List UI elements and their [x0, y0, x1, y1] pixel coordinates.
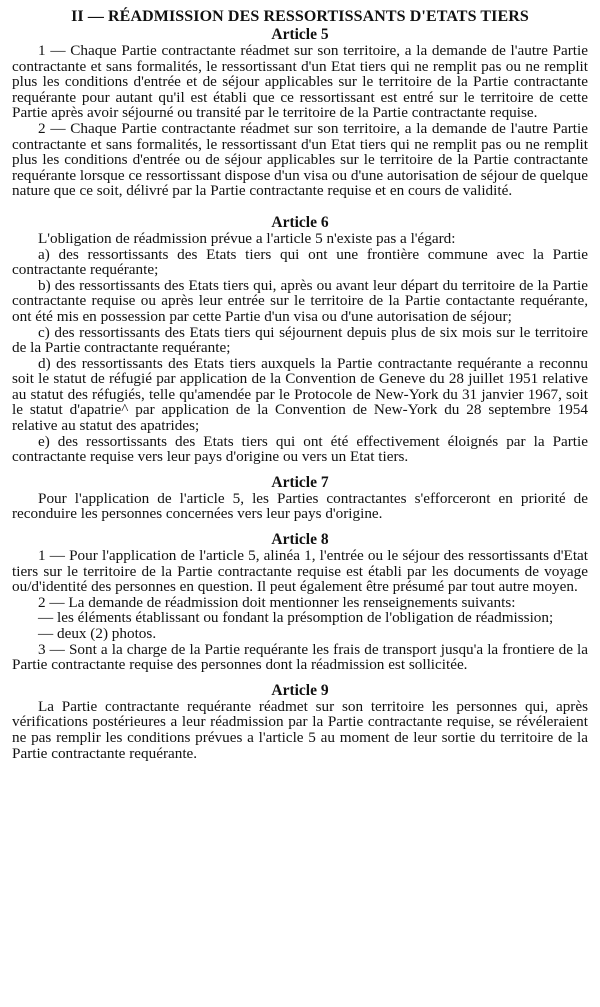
article-8-paragraph-1: 1 — Pour l'application de l'article 5, alinéa 1, l'entrée ou le séjour des ressortissants d'Etat tiers sur le territoire de la Partie contractante requise est établi par les documents de voyage ou/d'identité des personnes en question. Il peut également être présumé par tout autre moyen. [12, 547, 588, 596]
article-8-list-item-2: — deux (2) photos. [38, 625, 157, 642]
article-7 [12, 474, 588, 522]
article-6-item-e: e) des ressortissants des Etats tiers qui ont été effectivement éloignés par la Partie contractante requise vers leur pays d'origine ou vers un Etat tiers. [12, 432, 588, 466]
article-5-paragraph-1: 1 — Chaque Partie contractante réadmet sur son territoire, a la demande de l'autre Partie contractante et sans formalités, le ressortissant d'un Etat tiers qui ne remplit pas ou ne remplit plus les conditions d'entrée et de séjour applicables sur le territoire de la Partie contractante requérante pour autant qu'il est établi que ce ressortissant est entré sur le territoire de cette Partie après avoir séjourné ou transité par le territoire de la Partie contractante requise. [12, 42, 588, 122]
article-6-item-c: c) des ressortissants des Etats tiers qui séjournent depuis plus de six mois sur le territoire de la Partie contractante requérante; [12, 323, 588, 357]
section-title: II — RÉADMISSION DES RESSORTISSANTS D'ETATS TIERS [71, 8, 529, 25]
article-7-paragraph-1: Pour l'application de l'article 5, les Parties contractantes s'efforceront en priorité de reconduire les personnes concernées vers leur pays d'origine. [12, 489, 588, 523]
article-6-item-d: d) des ressortissants des Etats tiers auxquels la Partie contractante requérante a reconnu soit le statut de réfugié par application de la Convention de Geneve du 28 juillet 1951 relative au statut des réfugiés, telle qu'amendée par le Protocole de New-York du 31 janvier 1967, soit le statut d'apatrie^ par application de la Convention de New-York du 28 septembre 1954 relative au statut des apatrides; [12, 354, 588, 435]
article-5-paragraph-2: 2 — Chaque Partie contractante réadmet sur son territoire, a la demande de l'autre Partie contractante et sans formalités, le ressortissant d'un Etat tiers qui ne remplit pas ou ne remplit plus les conditions d'entrée ou de séjour applicables sur le territoire de la Partie contractante requérante lorsque ce ressortissant dispose d'un visa ou d'une autorisation de séjour de quelque nature que ce soit, délivré par la Partie contractante requise et en cours de validité. [12, 119, 588, 200]
article-6-intro: L'obligation de réadmission prévue a l'article 5 n'existe pas a l'égard: [38, 229, 456, 247]
article-6-heading: Article 6 [271, 213, 329, 231]
article-8-paragraph-2: 2 — La demande de réadmission doit mentionner les renseignements suivants: [38, 593, 516, 611]
article-5 [12, 26, 588, 199]
article-9 [12, 682, 588, 761]
article-5-heading: Article 5 [271, 26, 329, 43]
article-7-heading: Article 7 [271, 473, 329, 491]
article-9-paragraph-1: La Partie contractante requérante réadmet sur son territoire les personnes qui, après vérifications postérieures a leur réadmission par la Partie contractante requise, se révéleraient ne pas remplir les conditions prévues a l'article 5 au moment de leur sortie du territoire de la Partie contractante requérante. [12, 697, 588, 762]
article-6-item-b: b) des ressortissants des Etats tiers qui, après ou avant leur départ du territoire de la Partie contractante requise ou après leur entrée sur le territoire de la Partie contactante requérante, ont été mis en possession par cette Partie d'un visa ou d'une autorisation de séjour; [12, 276, 588, 325]
article-8-heading: Article 8 [271, 531, 329, 549]
article-8 [12, 531, 588, 673]
article-9-heading: Article 9 [271, 681, 329, 699]
article-6 [12, 214, 588, 465]
article-6-item-a: a) des ressortissants des Etats tiers qui ont une frontière commune avec la Partie contractante requérante; [12, 245, 588, 279]
article-8-list-item-1: — les éléments établissant ou fondant la présomption de l'obligation de réadmission; [38, 609, 554, 627]
article-8-paragraph-3: 3 — Sont a la charge de la Partie requérante les frais de transport jusqu'a la frontiere de la Partie contractante requise des personnes dont la réadmission est sollicitée. [12, 640, 588, 674]
